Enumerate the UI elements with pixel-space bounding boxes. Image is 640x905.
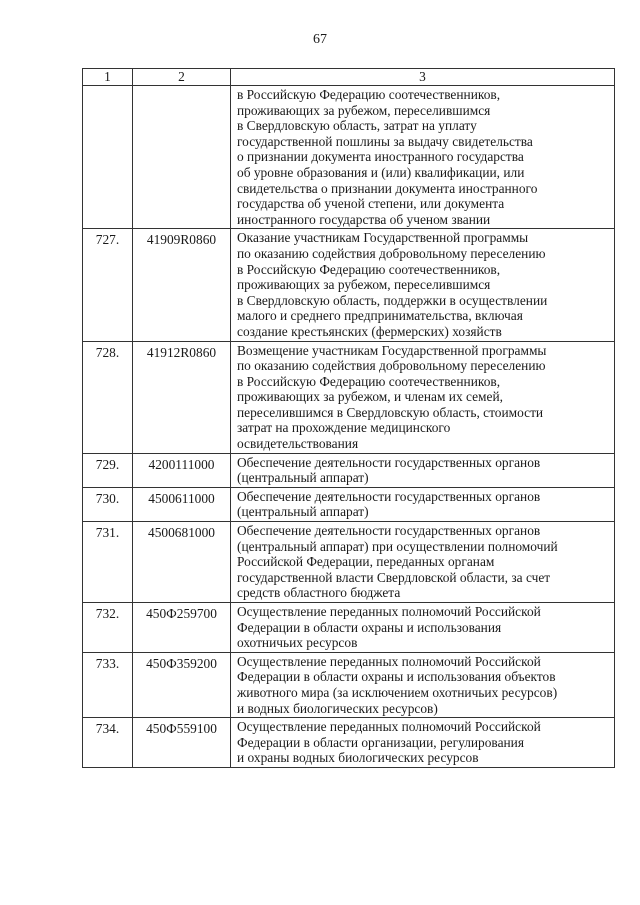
description-line: Обеспечение деятельности государственных органов [237,454,541,470]
row-number-cell [83,86,133,229]
table-row [83,341,615,453]
description-line: Российской Федерации, переданных органам [237,554,495,570]
description-line: (центральный аппарат) [237,470,369,486]
classification-code-cell: 450Ф359200 [133,652,231,717]
description-line: и водных биологических ресурсов) [237,700,438,716]
column-header-3: 3 [231,69,615,86]
description-line: переселившимся в Свердловскую область, стоимости [237,404,544,420]
description-line: охотничьих ресурсов [237,635,358,651]
data-table [82,68,615,768]
description-line: животного мира (за исключением охотничьих ресурсов) [237,684,558,700]
description-line: в Свердловскую область, затрат на уплату [237,118,477,134]
table-row [83,487,615,521]
description-line: свидетельства о признании документа иностранного [237,180,538,196]
description-line: в Российскую Федерацию соотечественников, [237,87,501,102]
description-line: по оказанию содействия добровольному переселению [237,358,546,374]
description-line: проживающих за рубежом, переселившимся [237,277,491,293]
description-line: Осуществление переданных полномочий Российской [237,604,541,619]
description-line: государственной пошлины за выдачу свидетельства [237,133,533,149]
row-number-cell: 733. [83,652,133,717]
description-line: Возмещение участникам Государственной программы [237,342,547,358]
row-number-cell: 728. [83,341,133,453]
description-line: малого и среднего предпринимательства, включая [237,308,523,324]
page-number: 67 [313,32,327,47]
table-row [83,229,615,341]
description-cell [231,341,615,453]
table-row [83,453,615,487]
description-line: Оказание участникам Государственной программы [237,230,529,246]
description-line: по оказанию содействия добровольному переселению [237,245,546,261]
description-line: о признании документа иностранного государства [237,149,524,165]
table-row [83,603,615,653]
description-line: об уровне образования и (или) квалификации, или [237,164,525,180]
description-line: создание крестьянских (фермерских) хозяйств [237,323,502,339]
description-cell [231,487,615,521]
description-line: иностранного государства об ученом звании [237,211,491,227]
table-body [83,86,615,768]
classification-code-cell: 41909R0860 [133,229,231,341]
description-line: Обеспечение деятельности государственных органов [237,488,541,504]
row-number-cell: 732. [83,603,133,653]
description-line: (центральный аппарат) [237,504,369,520]
table-row [83,522,615,603]
table-header-row [83,69,615,86]
classification-code-cell: 41912R0860 [133,341,231,453]
classification-code-cell [133,86,231,229]
description-line: Осуществление переданных полномочий Российской [237,719,541,735]
description-line: Осуществление переданных полномочий Российской [237,653,541,669]
column-header-1: 1 [83,69,133,86]
table-row [83,652,615,717]
row-number-cell: 727. [83,229,133,341]
table-row [83,86,615,229]
description-line: государства об ученой степени, или документа [237,196,505,212]
description-line: проживающих за рубежом, и членам их семей, [237,389,503,405]
description-line: в Свердловскую область, поддержки в осуществлении [237,292,548,308]
table-row [83,718,615,768]
classification-code-cell: 450Ф259700 [133,603,231,653]
description-line: освидетельствования [237,436,359,452]
description-line: в Российскую Федерацию соотечественников, [237,261,501,277]
description-line: (центральный аппарат) при осуществлении полномочий [237,538,558,554]
budget-classification-table [82,68,614,768]
description-cell [231,86,615,229]
description-line: в Российскую Федерацию соотечественников, [237,373,501,389]
row-number-cell: 729. [83,453,133,487]
description-cell [231,718,615,768]
description-line: проживающих за рубежом, переселившимся [237,102,491,118]
description-cell [231,522,615,603]
description-cell [231,229,615,341]
description-line: Обеспечение деятельности государственных органов [237,523,541,539]
description-line: и охраны водных биологических ресурсов [237,750,479,766]
row-number-cell: 730. [83,487,133,521]
description-line: Федерации в области охраны и использования объектов [237,669,556,685]
classification-code-cell: 4500681000 [133,522,231,603]
classification-code-cell: 450Ф559100 [133,718,231,768]
description-line: средств областного бюджета [237,585,401,601]
description-line: Федерации в области охраны и использования [237,619,502,635]
row-number-cell: 734. [83,718,133,768]
description-line: государственной власти Свердловской области, за счет [237,569,551,585]
classification-code-cell: 4500611000 [133,487,231,521]
description-cell [231,603,615,653]
description-line: Федерации в области организации, регулирования [237,734,525,750]
description-cell [231,453,615,487]
description-cell [231,652,615,717]
description-line: затрат на прохождение медицинского [237,420,451,436]
column-header-2: 2 [133,69,231,86]
classification-code-cell: 4200111000 [133,453,231,487]
row-number-cell: 731. [83,522,133,603]
